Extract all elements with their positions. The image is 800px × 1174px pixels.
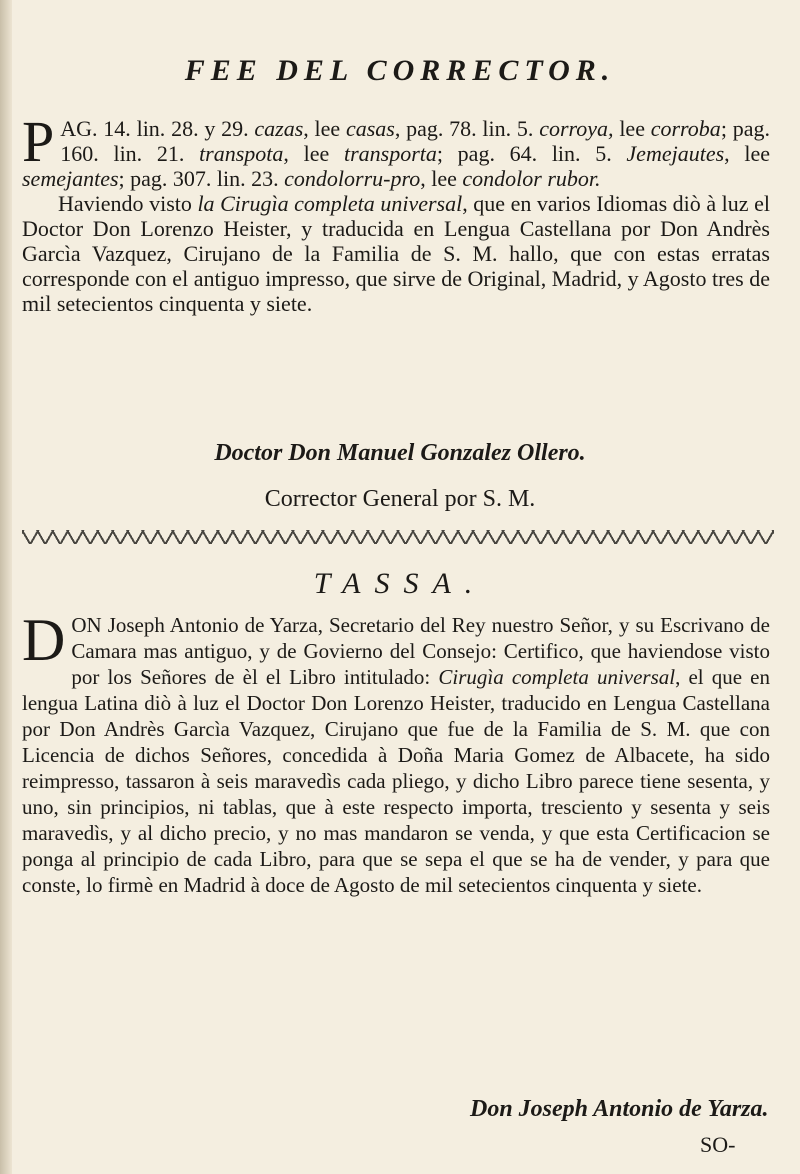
tassa-section [22,607,771,898]
errata-text: , lee [283,141,344,166]
catchword: SO- [700,1132,736,1157]
errata-text: lee [613,116,651,141]
errata-word: condolorru-pro [284,166,421,191]
errata-text: , lee [303,116,346,141]
errata-text: ; pag. 307. lin. 23. [118,166,285,191]
corrector-title: Corrector General por S. M. [264,486,536,512]
errata-word: semejantes [22,166,119,191]
errata-text: , pag. 78. lin. 5. [394,116,540,141]
errata-text: ; pag. 160. lin. 21. [60,116,770,166]
errata-text: , lee [724,141,770,166]
page-header: FEE DEL CORRECTOR. [184,54,616,87]
book-title: Cirugìa completa universal [438,665,676,689]
paragraph-text: , el que en lengua Latina diò à luz el Doctor Don Lorenzo Heister, traducido en Lengua Castellana por Don Andrès Garcìa Vazquez, Cirujano que fue de la Familia de S. M. que con Licencia de dichos Señores, concedida à Doña Maria Gomez de Albacete, ha sido reimpresso, tassaron à seis maravedìs cada pliego, y dicho Libro parece tiene sesenta, y uno, sin principios, ni tablas, que à este respecto importa, tresciento y sesenta y seis maravedìs, y al dicho precio, y no mas mandaron se venda, y que esta Certificacion se ponga al principio de cada Libro, para que se sepa el que se ha de vender, y para que conste, lo firmè en Madrid à doce de Agosto de mil setecientos cinquenta y siete. [22,665,771,897]
errata-list [22,109,770,191]
errata-word: corroba [650,116,721,141]
errata-text: , lee [420,166,463,191]
paragraph-text: ON Joseph Antonio de Yarza, Secretario del Rey nuestro Señor, y su Escrivano de Camara mas antiguo, y de Govierno del Consejo: Certifico, que haviendose visto por los Señores de èl el Libro intitulado: [71,613,770,689]
paragraph-text: Haviendo visto [58,191,198,216]
errata-text: AG. 14. lin. 28. y 29. [60,116,255,141]
paragraph-text: , que en varios Idiomas diò à luz el Doctor Don Lorenzo Heister, y traducida en Lengua Castellana por Don Andrès Garcìa Vazquez, Cirujano de la Familia de S. M. hallo, que con estas erratas corresponde con el antiguo impresso, que sirve de Original, Madrid, y Agosto tres de mil setecientos cinquenta y siete. [22,191,770,316]
errata-word: Jemejautes [626,141,725,166]
book-title: la Cirugìa completa universal [197,191,463,216]
tassa-paragraph [22,607,771,898]
secretary-signature: Don Joseph Antonio de Yarza. [470,1096,769,1122]
errata-word: corroya, [539,116,614,141]
errata-text: ; pag. 64. lin. 5. [436,141,627,166]
errata-word: condolor rubor. [462,166,601,191]
errata-word: transporta [343,141,437,166]
errata-word: cazas [254,116,304,141]
errata-word: casas [345,116,395,141]
drop-cap-p: P [22,109,55,174]
errata-paragraph [22,191,770,316]
section-title-tassa: TASSA. [313,567,487,600]
drop-cap-d: D [22,607,66,673]
ornamental-divider [22,530,774,544]
errata-section [22,109,770,316]
corrector-signature: Doctor Don Manuel Gonzalez Ollero. [214,440,586,466]
errata-word: transpota [199,141,284,166]
